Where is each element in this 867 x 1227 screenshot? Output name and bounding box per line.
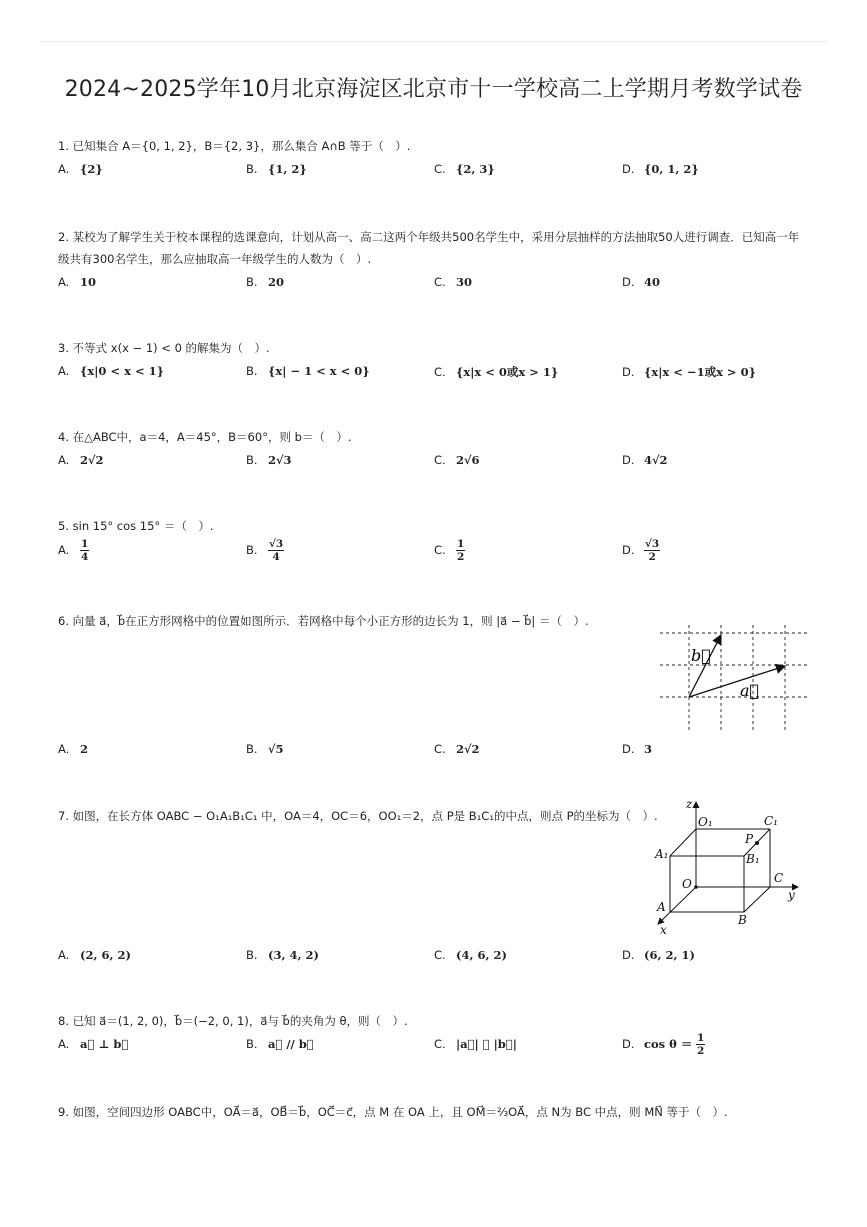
label-c: C	[774, 871, 784, 885]
question-5-option-a[interactable]: A. $\frac{1}{4}$	[58, 538, 89, 563]
question-3-option-b[interactable]: B. {x| − 1 < x < 0}	[246, 364, 370, 378]
fraction: $\frac{1}{2}$	[696, 1032, 705, 1057]
label-o1: O₁	[698, 815, 713, 829]
question-2-option-a[interactable]: A. 10	[58, 275, 97, 289]
question-3-option-c[interactable]: C. {x|x < 0或x > 1}	[434, 365, 559, 379]
fraction: $\frac{√3}{2}$	[645, 538, 660, 563]
question-6-option-b[interactable]: B. √5	[246, 742, 284, 756]
vector-grid-figure	[655, 625, 815, 730]
edge-bc	[744, 887, 770, 912]
question-5-option-d[interactable]: D. $\frac{√3}{2}$	[622, 538, 660, 563]
point-p	[755, 841, 759, 845]
question-6-option-a[interactable]: A. 2	[58, 742, 89, 756]
question-4-stem: 4. 在△ABC中，a＝4，A＝45°，B＝60°，则 b＝（ ）.	[58, 430, 352, 444]
question-3-option-a[interactable]: A. {x|0 < x < 1}	[58, 364, 164, 378]
question-2-stem: 2. 某校为了解学生关于校本课程的选课意向，计划从高一、高二这两个年级共500名学生中，采用分层抽样的方法抽取50人进行调查．已知高一年级共有300名学生，那么应抽取高一年级学生的人数为（ ）.	[58, 230, 800, 266]
label-c1: C₁	[764, 814, 778, 828]
origin-point	[694, 885, 698, 889]
question-1-option-a[interactable]: A. {2}	[58, 162, 103, 176]
question-6-stem: 6. 向量 a⃗，b⃗在正方形网格中的位置如图所示．若网格中每个小正方形的边长为 1，则 |a⃗ − b⃗| ＝（ ）.	[58, 614, 589, 628]
question-2-option-c[interactable]: C. 30	[434, 275, 473, 289]
question-4-option-a[interactable]: A. 2√2	[58, 453, 104, 467]
label-z: z	[686, 797, 693, 811]
question-1-option-d[interactable]: D. {0, 1, 2}	[622, 162, 699, 176]
label-b1: B₁	[746, 852, 760, 866]
question-7-option-c[interactable]: C. (4, 6, 2)	[434, 948, 507, 962]
label-a1: A₁	[655, 847, 669, 861]
vector-a-arrow	[689, 666, 785, 697]
question-8-option-d[interactable]: D. cos θ ＝ $\frac{1}{2}$	[622, 1032, 705, 1057]
vector-b-label: b⃗	[691, 646, 711, 665]
question-8-stem: 8. 已知 a⃗＝(1, 2, 0)，b⃗＝(−2, 0, 1)，a⃗与 b⃗的夹角为 θ，则（ ）.	[58, 1014, 408, 1028]
fraction: $\frac{1}{4}$	[81, 538, 89, 563]
label-x: x	[660, 923, 667, 937]
fraction: $\frac{1}{2}$	[457, 538, 465, 563]
question-7-option-d[interactable]: D. (6, 2, 1)	[622, 948, 695, 962]
question-8-option-b[interactable]: B. a⃗ // b⃗	[246, 1037, 314, 1051]
question-7-stem: 7. 如图，在长方体 OABC − O₁A₁B₁C₁ 中，OA＝4，OC＝6，OO₁＝2，点 P是 B₁C₁的中点，则点 P的坐标为（ ）.	[58, 809, 658, 823]
question-3-option-d[interactable]: D. {x|x < −1或x > 0}	[622, 365, 756, 379]
grid-lines	[660, 625, 810, 730]
question-8-option-a[interactable]: A. a⃗ ⊥ b⃗	[58, 1037, 129, 1051]
question-6-option-c[interactable]: C. 2√2	[434, 742, 480, 756]
question-5-option-b[interactable]: B. $\frac{√3}{4}$	[246, 538, 284, 563]
question-1-stem: 1. 已知集合 A＝{0, 1, 2}，B＝{2, 3}，那么集合 A∩B 等于（ ）.	[58, 139, 411, 153]
question-8-option-c[interactable]: C. |a⃗| ＝ |b⃗|	[434, 1037, 517, 1051]
question-1-option-c[interactable]: C. {2, 3}	[434, 162, 495, 176]
question-4-option-d[interactable]: D. 4√2	[622, 453, 668, 467]
question-9-stem: 9. 如图，空间四边形 OABC中，OA⃗＝a⃗，OB⃗＝b⃗，OC⃗＝c⃗，点 M 在 OA 上，且 OM⃗＝⅔OA⃗，点 N为 BC 中点，则 MN⃗ 等于（ ）.	[58, 1105, 728, 1119]
question-5-stem: 5. sin 15° cos 15° ＝（ ）.	[58, 519, 214, 533]
label-y: y	[788, 888, 795, 902]
question-4-option-b[interactable]: B. 2√3	[246, 453, 292, 467]
label-p: P	[745, 832, 754, 846]
question-4-option-c[interactable]: C. 2√6	[434, 453, 480, 467]
question-1-option-b[interactable]: B. {1, 2}	[246, 162, 307, 176]
question-7-option-a[interactable]: A. (2, 6, 2)	[58, 948, 131, 962]
vector-a-label: a⃗	[740, 681, 760, 700]
label-b: B	[738, 913, 747, 927]
question-5-option-c[interactable]: C. $\frac{1}{2}$	[434, 538, 465, 563]
question-2-option-d[interactable]: D. 40	[622, 275, 661, 289]
label-o: O	[682, 877, 692, 891]
header-divider	[40, 41, 827, 42]
question-6-option-d[interactable]: D. 3	[622, 742, 653, 756]
question-2-option-b[interactable]: B. 20	[246, 275, 285, 289]
cuboid-figure	[648, 796, 808, 938]
label-a: A	[657, 900, 666, 914]
edge-a1o1	[670, 829, 696, 856]
question-7-option-b[interactable]: B. (3, 4, 2)	[246, 948, 319, 962]
fraction: $\frac{√3}{4}$	[269, 538, 284, 563]
page-title: 2024~2025学年10月北京海淀区北京市十一学校高二上学期月考数学试卷	[64, 77, 803, 102]
question-3-stem: 3. 不等式 x(x − 1) < 0 的解集为（ ）.	[58, 341, 270, 355]
